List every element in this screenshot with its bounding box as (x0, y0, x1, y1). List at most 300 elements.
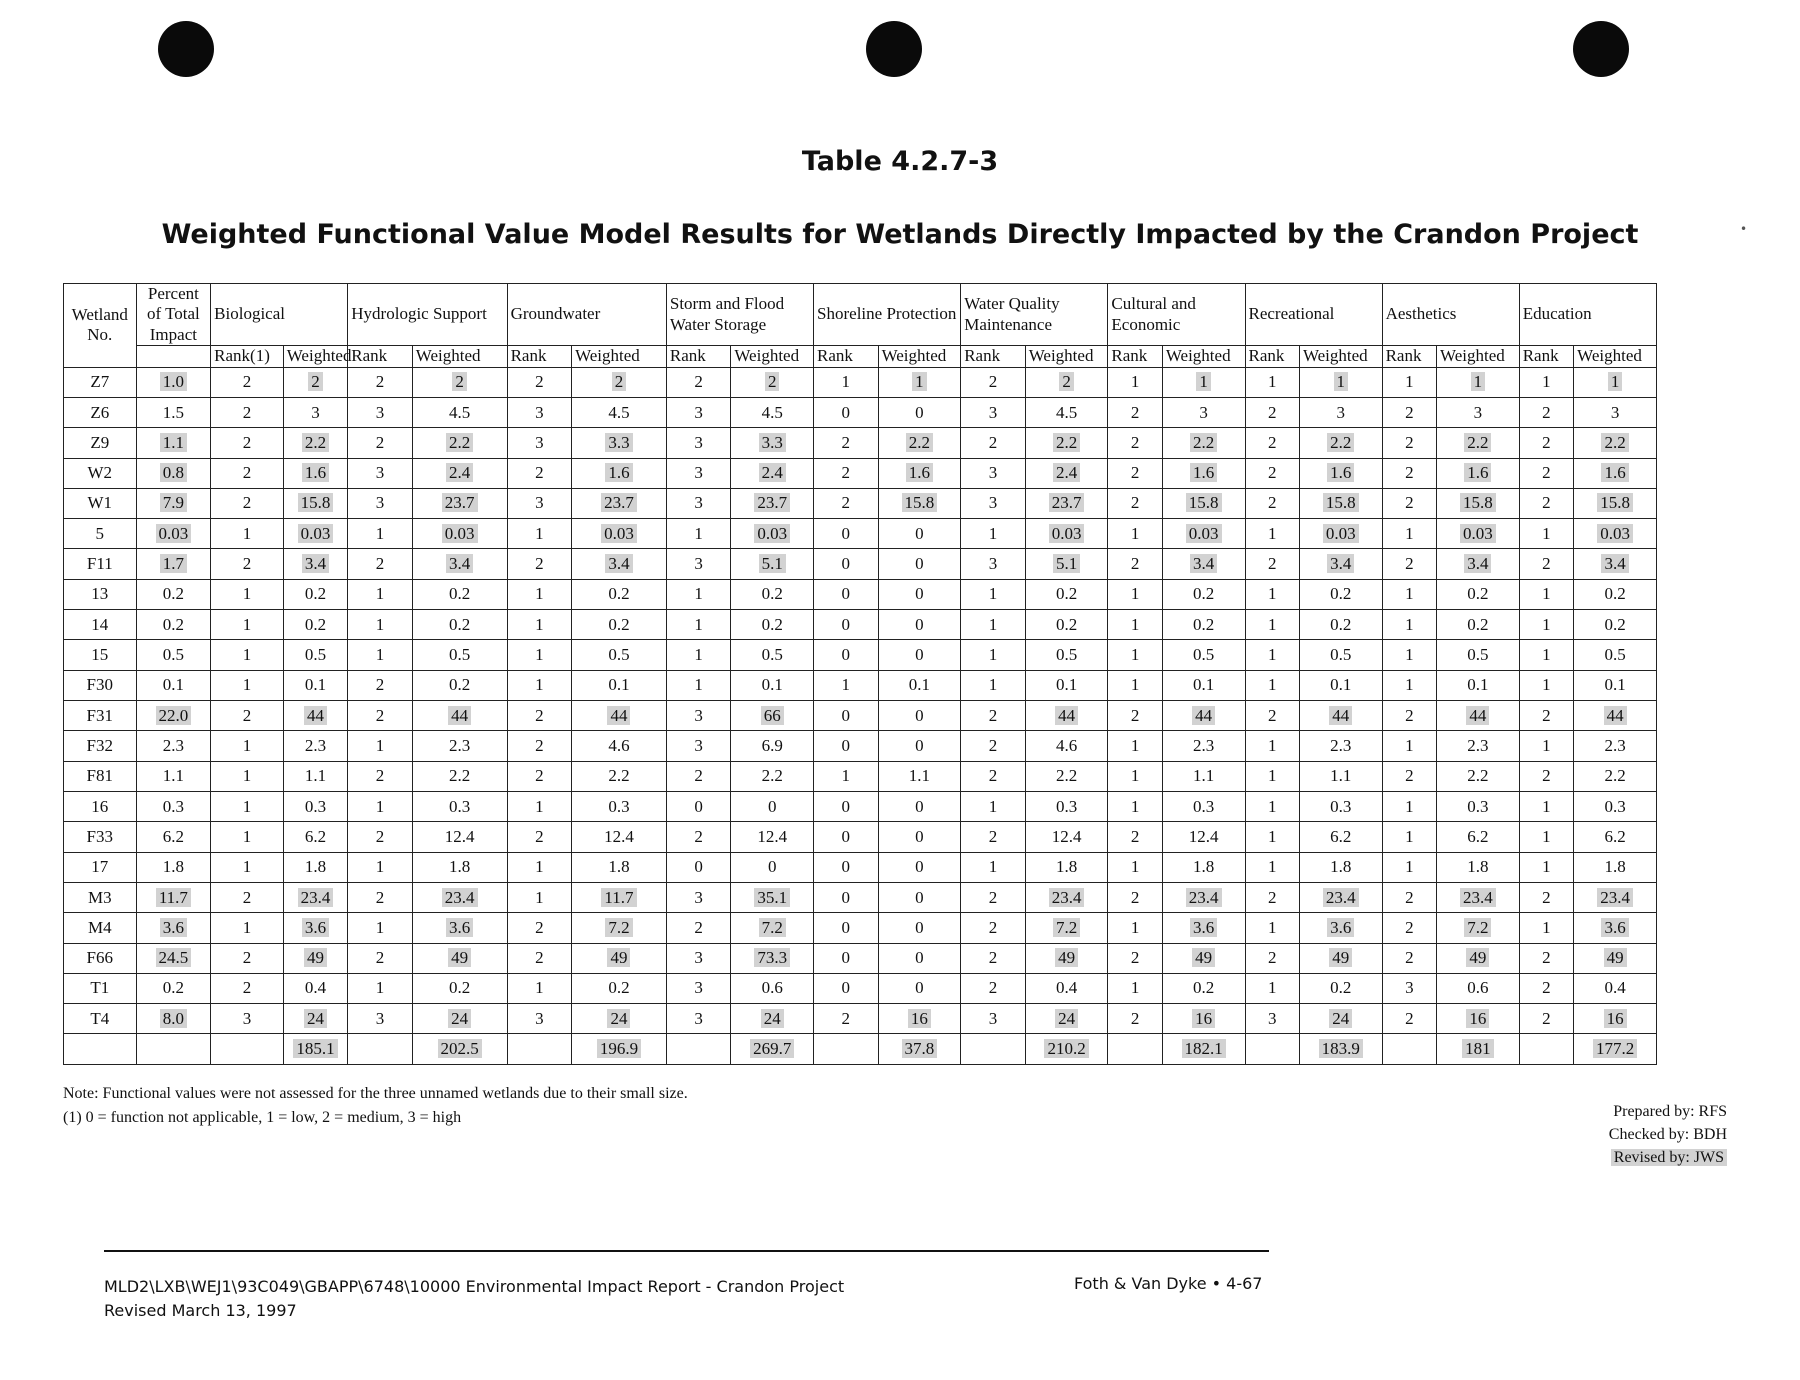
table-cell (1382, 579, 1436, 609)
table-cell (666, 973, 731, 1003)
table-cell (1382, 791, 1436, 821)
cell-value: 3 (988, 463, 998, 483)
table-cell (348, 579, 413, 609)
cell-value: 49 (448, 948, 471, 967)
table-cell (136, 852, 211, 882)
table-cell (1299, 397, 1382, 427)
cell-value: 1 (1267, 978, 1277, 998)
cell-value: 0 (915, 826, 924, 846)
table-cell (348, 913, 413, 943)
table-cell (1245, 579, 1299, 609)
cell-value: 1.6 (1464, 463, 1491, 482)
cell-value: 2 (694, 372, 703, 392)
cell-value: 1 (535, 978, 544, 998)
cell-value: 3.6 (446, 918, 473, 937)
table-cell (1108, 761, 1162, 791)
cell-value: 1 (841, 675, 851, 695)
table-cell (1574, 882, 1657, 912)
table-cell (1108, 397, 1162, 427)
table-cell (507, 882, 572, 912)
table-cell (572, 973, 667, 1003)
cell-value: 1 (1405, 372, 1414, 392)
cell-value: 0.1 (1604, 675, 1626, 695)
cell-value: 2 (1405, 554, 1414, 574)
table-cell (412, 610, 507, 640)
table-cell (814, 1034, 879, 1065)
table-cell (283, 640, 348, 670)
cell-value: F33 (86, 826, 114, 846)
cell-value: 24 (607, 1009, 630, 1028)
cell-value: 1.1 (1193, 766, 1215, 786)
cell-value: 2.3 (1330, 735, 1352, 755)
table-cell (283, 1004, 348, 1034)
cell-value: 1 (1405, 614, 1414, 634)
cell-value: 2.2 (1464, 433, 1491, 452)
cell-value: 2 (242, 887, 252, 907)
cell-value: 2 (1130, 948, 1140, 968)
cell-value: 0.2 (162, 584, 184, 604)
table-cell (961, 579, 1026, 609)
table-cell (1299, 701, 1382, 731)
table-cell (1108, 367, 1162, 397)
cell-value: 3 (694, 735, 703, 755)
cell-value: 1 (242, 675, 252, 695)
cell-value: 1 (375, 917, 385, 937)
table-cell (1437, 882, 1520, 912)
table-cell (348, 973, 413, 1003)
table-cell (878, 519, 961, 549)
cell-value: 1 (1130, 675, 1140, 695)
cell-value: 6.2 (1604, 826, 1626, 846)
cell-value: 16 (1604, 1009, 1627, 1028)
cell-value: 2 (535, 372, 544, 392)
cell-value: 1 (242, 796, 252, 816)
table-cell (64, 640, 137, 670)
table-cell (1574, 701, 1657, 731)
table-cell (1519, 822, 1573, 852)
table-cell (507, 973, 572, 1003)
cell-value: 1 (1267, 766, 1277, 786)
column-subheader: Rank (1519, 346, 1573, 367)
table-cell (283, 488, 348, 518)
table-cell (814, 367, 879, 397)
table-cell (1245, 670, 1299, 700)
cell-value: 2 (1267, 887, 1277, 907)
cell-value: 2.2 (1055, 766, 1078, 786)
table-cell (1299, 579, 1382, 609)
table-cell (507, 640, 572, 670)
cell-value: 0 (841, 402, 851, 422)
table-cell (731, 701, 814, 731)
cell-value: 0.2 (761, 584, 783, 604)
cell-value: 3 (694, 978, 703, 998)
cell-value: 2 (1267, 705, 1277, 725)
table-cell (211, 701, 284, 731)
cell-value: 2 (612, 372, 627, 391)
table-cell (283, 458, 348, 488)
cell-value: 3.6 (160, 918, 187, 937)
table-title: Weighted Functional Value Model Results for Wetlands Directly Impacted by the Crandon Project (161, 219, 1639, 250)
cell-value: 12.4 (1051, 826, 1082, 846)
cell-value: 0.6 (1467, 978, 1489, 998)
column-subheader: Weighted (1162, 346, 1245, 367)
table-cell (1245, 1034, 1299, 1065)
prepared-by: Prepared by: RFS (1613, 1103, 1727, 1120)
table-cell (666, 488, 731, 518)
cell-value: 0.1 (761, 675, 783, 695)
table-cell (1382, 610, 1436, 640)
table-cell (814, 397, 879, 427)
table-cell (666, 822, 731, 852)
table-cell (64, 519, 137, 549)
cell-value: 2 (242, 978, 252, 998)
table-cell (412, 943, 507, 973)
cell-value: 3 (694, 432, 703, 452)
cell-value: Z6 (90, 402, 110, 422)
cell-value: 1 (694, 523, 703, 543)
table-cell (348, 519, 413, 549)
table-cell (1574, 791, 1657, 821)
table-cell (64, 458, 137, 488)
table-cell (211, 488, 284, 518)
group-header-aesthetics: Aesthetics (1382, 284, 1519, 346)
cell-value: 1 (1405, 584, 1414, 604)
table-cell (283, 610, 348, 640)
table-cell (1025, 913, 1108, 943)
cell-value: 3 (988, 554, 998, 574)
table-cell (64, 701, 137, 731)
cell-value: 2 (1130, 463, 1140, 483)
cell-value: 0 (694, 857, 703, 877)
table-cell (136, 367, 211, 397)
table-cell (1108, 1004, 1162, 1034)
table-cell (731, 731, 814, 761)
table-cell (666, 882, 731, 912)
cell-value: 0.2 (1604, 584, 1626, 604)
cell-value: 2 (1130, 432, 1140, 452)
cell-value: 2 (535, 735, 544, 755)
cell-value: 3 (375, 463, 385, 483)
table-cell (1299, 488, 1382, 518)
table-cell (507, 519, 572, 549)
table-cell (1108, 943, 1162, 973)
table-cell (1299, 731, 1382, 761)
table-cell (64, 1034, 137, 1065)
cell-value: 1.0 (160, 372, 187, 391)
table-cell (1245, 973, 1299, 1003)
table-cell (1108, 428, 1162, 458)
table-cell (878, 670, 961, 700)
cell-value: 2.2 (1190, 433, 1217, 452)
table-cell (961, 428, 1026, 458)
footer-file-path: MLD2\LXB\WEJ1\93C049\GBAPP\6748\10000 Environmental Impact Report - Crandon Project (104, 1277, 845, 1296)
cell-value: 2 (242, 554, 252, 574)
table-cell (1574, 943, 1657, 973)
column-subheader: Rank (961, 346, 1026, 367)
cell-value: 1.8 (1330, 857, 1352, 877)
table-cell (1245, 397, 1299, 427)
column-subheader: Rank (666, 346, 731, 367)
cell-value: 7.2 (605, 918, 632, 937)
cell-value: 0.5 (449, 645, 471, 665)
table-cell (961, 1034, 1026, 1065)
table-cell (1574, 488, 1657, 518)
table-number: Table 4.2.7-3 (801, 146, 999, 177)
table-cell (136, 610, 211, 640)
column-subheader: Rank (814, 346, 879, 367)
table-row (64, 913, 1657, 943)
table-cell (283, 670, 348, 700)
cell-value: 2.2 (906, 433, 933, 452)
cell-value: 0.5 (162, 645, 184, 665)
cell-value: 0.3 (304, 796, 327, 816)
table-row (64, 761, 1657, 791)
table-cell (1162, 1004, 1245, 1034)
table-cell (1025, 640, 1108, 670)
cell-value: 6.2 (1467, 826, 1489, 846)
table-cell (1382, 640, 1436, 670)
table-cell (1382, 852, 1436, 882)
table-cell (1025, 852, 1108, 882)
table-cell (283, 579, 348, 609)
cell-value: 1 (1471, 372, 1486, 391)
cell-value: 3 (1405, 978, 1414, 998)
cell-value: 0.2 (304, 614, 327, 634)
table-cell (961, 761, 1026, 791)
cell-value: 1 (1130, 584, 1140, 604)
cell-value: 2 (1130, 705, 1140, 725)
table-cell (1245, 943, 1299, 973)
table-cell (1519, 579, 1573, 609)
table-cell (507, 670, 572, 700)
cell-value: 2 (841, 1008, 851, 1028)
cell-value: 0 (841, 705, 851, 725)
table-cell (961, 488, 1026, 518)
table-cell (961, 701, 1026, 731)
cell-value: 2 (1405, 766, 1414, 786)
column-header-wetland: Wetland No. (64, 284, 137, 368)
table-cell (1299, 640, 1382, 670)
cell-value: 2 (1542, 1008, 1551, 1028)
cell-value: Z9 (90, 432, 110, 452)
table-cell (412, 1034, 507, 1065)
table-cell (731, 549, 814, 579)
cell-value: 23.7 (442, 493, 478, 512)
table-cell (1519, 428, 1573, 458)
table-cell (572, 610, 667, 640)
table-cell (814, 822, 879, 852)
table-cell (1519, 519, 1573, 549)
table-cell (136, 913, 211, 943)
cell-value: 0.2 (1055, 584, 1078, 604)
cell-value: 1 (841, 372, 851, 392)
cell-value: 3.6 (1327, 918, 1354, 937)
cell-value: 2 (1405, 887, 1414, 907)
table-cell (507, 822, 572, 852)
cell-value: 11.7 (601, 888, 636, 907)
cell-value: 3 (375, 1008, 385, 1028)
table-cell (961, 852, 1026, 882)
table-cell (64, 428, 137, 458)
table-cell (507, 458, 572, 488)
table-cell (1437, 761, 1520, 791)
table-cell (1108, 913, 1162, 943)
cell-value: 1 (1130, 796, 1140, 816)
table-cell (814, 973, 879, 1003)
cell-value: 1 (1542, 857, 1551, 877)
table-row (64, 791, 1657, 821)
binder-hole-center (866, 21, 922, 77)
table-cell (1437, 1004, 1520, 1034)
cell-value: 0 (767, 857, 777, 877)
table-cell (1025, 670, 1108, 700)
table-cell (1245, 791, 1299, 821)
table-cell (1299, 822, 1382, 852)
cell-value: 2.2 (1601, 433, 1628, 452)
table-cell (1025, 458, 1108, 488)
table-cell (572, 579, 667, 609)
table-cell (1162, 458, 1245, 488)
cell-value: 3 (1336, 402, 1346, 422)
cell-value: 2 (1130, 826, 1140, 846)
table-row (64, 579, 1657, 609)
table-cell (1162, 852, 1245, 882)
table-cell (1108, 519, 1162, 549)
table-cell (64, 943, 137, 973)
table-cell (666, 549, 731, 579)
cell-value: 0 (841, 614, 851, 634)
table-cell (1025, 549, 1108, 579)
table-row (64, 397, 1657, 427)
cell-value: 2 (1267, 493, 1277, 513)
table-cell (1245, 913, 1299, 943)
table-cell (961, 1004, 1026, 1034)
table-cell (1245, 610, 1299, 640)
table-cell (64, 852, 137, 882)
cell-value: 2 (1405, 432, 1414, 452)
cell-value: 2 (1405, 493, 1414, 513)
table-cell (412, 458, 507, 488)
cell-value: 11.7 (156, 888, 191, 907)
cell-value: 0.2 (1193, 614, 1215, 634)
table-cell (283, 519, 348, 549)
table-cell (1519, 488, 1573, 518)
cell-value: 2 (1542, 402, 1551, 422)
column-subheader: Rank (348, 346, 413, 367)
cell-value: 1 (375, 523, 385, 543)
table-cell (1437, 670, 1520, 700)
table-cell (666, 791, 731, 821)
cell-value: 1.8 (608, 857, 630, 877)
table-cell (1437, 367, 1520, 397)
cell-value: 2 (375, 705, 385, 725)
table-cell (348, 458, 413, 488)
cell-value: 2 (1405, 917, 1414, 937)
table-cell (283, 731, 348, 761)
group-header-education: Education (1519, 284, 1656, 346)
table-cell (1519, 367, 1573, 397)
table-cell (572, 852, 667, 882)
cell-value: 2 (375, 948, 385, 968)
table-cell (1382, 913, 1436, 943)
table-cell (64, 610, 137, 640)
cell-value: 3.4 (446, 554, 473, 573)
table-cell (1108, 852, 1162, 882)
cell-value: 1 (242, 917, 252, 937)
cell-value: 1 (1130, 978, 1140, 998)
table-cell (1162, 367, 1245, 397)
table-cell (64, 882, 137, 912)
cell-value: 3 (694, 887, 703, 907)
table-cell (507, 852, 572, 882)
table-cell (1519, 852, 1573, 882)
table-cell (814, 519, 879, 549)
cell-value: 0.5 (1055, 645, 1078, 665)
table-cell (1574, 397, 1657, 427)
table-cell (507, 579, 572, 609)
table-cell (64, 488, 137, 518)
table-cell (1382, 367, 1436, 397)
table-cell (136, 428, 211, 458)
cell-value: 1 (1405, 523, 1414, 543)
table-cell (136, 488, 211, 518)
cell-value: 2 (1267, 948, 1277, 968)
cell-value: 3 (535, 493, 544, 513)
cell-value: 0.2 (162, 614, 184, 634)
cell-value: 0.5 (761, 645, 783, 665)
table-cell (1162, 428, 1245, 458)
table-cell (814, 731, 879, 761)
column-subheader: Weighted (412, 346, 507, 367)
table-cell (283, 367, 348, 397)
cell-value: 4.6 (1055, 735, 1078, 755)
table-cell (412, 488, 507, 518)
table-cell (211, 397, 284, 427)
table-cell (1437, 913, 1520, 943)
cell-value: 0 (915, 645, 924, 665)
cell-value: 181 (1462, 1039, 1494, 1058)
table-cell (666, 397, 731, 427)
cell-value: 1 (1130, 645, 1140, 665)
cell-value: 13 (91, 584, 109, 604)
table-cell (731, 761, 814, 791)
cell-value: 1 (1542, 917, 1551, 937)
table-cell (1382, 822, 1436, 852)
table-cell (1437, 701, 1520, 731)
table-cell (211, 1004, 284, 1034)
table-cell (1519, 882, 1573, 912)
cell-value: 2 (535, 554, 544, 574)
table-cell (1382, 549, 1436, 579)
table-cell (1299, 882, 1382, 912)
cell-value: 0.5 (304, 645, 327, 665)
table-row (64, 610, 1657, 640)
cell-value: 1 (694, 614, 703, 634)
table-cell (1519, 701, 1573, 731)
table-cell (1162, 761, 1245, 791)
cell-value: 0.3 (449, 796, 471, 816)
cell-value: 2 (841, 493, 851, 513)
cell-value: 0.2 (1055, 614, 1078, 634)
cell-value: 1 (1405, 735, 1414, 755)
cell-value: 44 (448, 706, 471, 725)
cell-value: 0.2 (162, 978, 184, 998)
table-cell (1382, 973, 1436, 1003)
table-cell (1245, 882, 1299, 912)
table-cell (1162, 610, 1245, 640)
table-cell (878, 640, 961, 670)
table-cell (211, 1034, 284, 1065)
